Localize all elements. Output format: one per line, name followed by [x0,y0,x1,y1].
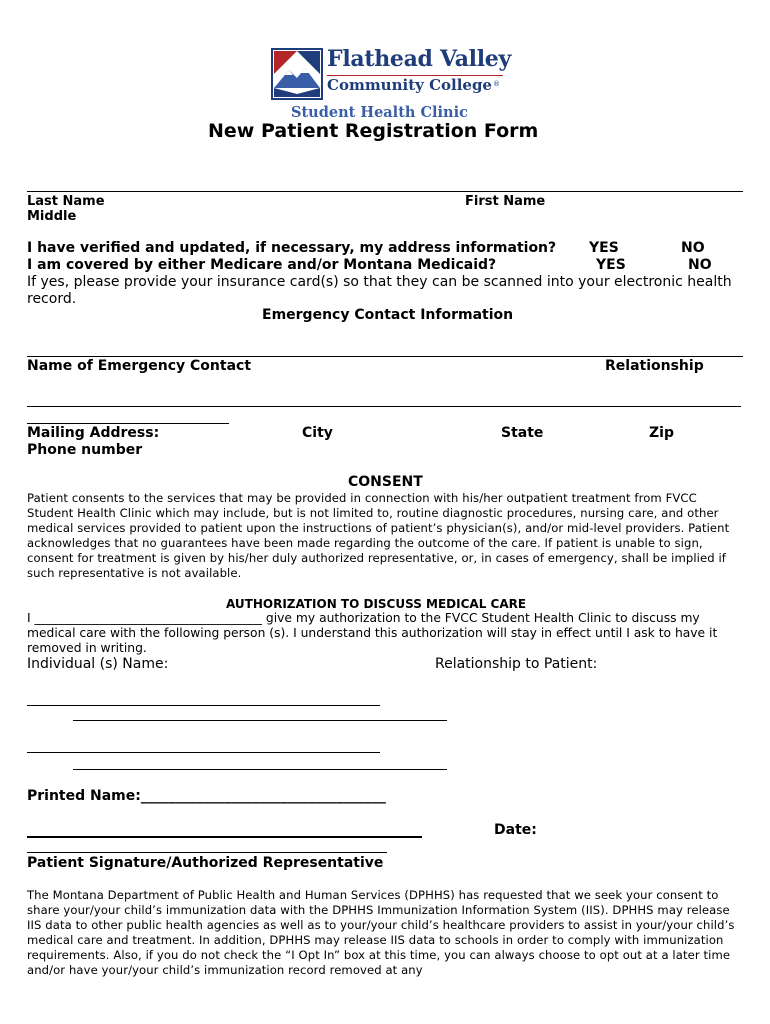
address-verify-yes[interactable]: YES [589,240,619,256]
city-label: City [302,425,333,441]
consent-body: Patient consents to the services that may be provided in connection with his/her outpatient treatment from FVCC Student Health Clinic which may include, but is not limited to, routine diagnostic procedures, nursing care, and other medical services provided to patient upon the instructions of patient’s physician(s), and/or mid-level providers. Patient acknowledges that no guarantees have been made regarding the outcome of the care. If patient is unable to sign, consent for treatment is given by his/her duly authorized representative, or, in cases of emergency, shall be implied if such representative is not available. [27,491,730,580]
authorization-line1: I _____________________________________ give my authorization to the FVCC Student Health Clinic to discuss my [27,611,700,625]
address-verify-question: I have verified and updated, if necessary, my address information? [27,240,557,256]
address-verify-no[interactable]: NO [681,240,705,256]
date-label: Date: [494,822,537,838]
page-title: New Patient Registration Form [208,120,539,142]
authorization-line2: medical care with the following person (s). I understand this authorization will stay in effect until I ask to have it [27,626,718,640]
blank-line-short [27,423,229,424]
zip-label: Zip [649,425,674,441]
name-divider [27,191,743,192]
medicare-no[interactable]: NO [688,257,712,273]
medicare-yes[interactable]: YES [596,257,626,273]
mailing-address-label: Mailing Address: [27,425,160,441]
emergency-heading: Emergency Contact Information [262,307,514,323]
logo-line1: Flathead Valley [327,46,511,72]
signature-label: Patient Signature/Authorized Representative [27,855,384,871]
relationship-line-2[interactable] [73,769,447,770]
blank-line-full [27,406,741,407]
emergency-divider [27,356,743,357]
individual-name-label: Individual (s) Name: [27,656,169,672]
college-logo [271,46,511,102]
insurance-note-line1: If yes, please provide your insurance card(s) so that they can be scanned into your electronic health [27,274,732,290]
insurance-note-line2: record. [27,291,77,307]
mountain-logo-icon [271,48,323,100]
individual-line-1[interactable] [27,705,380,706]
last-name-label: Last Name [27,194,105,209]
consent-heading: CONSENT [348,474,423,490]
relationship-line-1[interactable] [73,720,447,721]
authorization-heading: AUTHORIZATION TO DISCUSS MEDICAL CARE [226,597,527,611]
printed-name-label: Printed Name:___________________________________ [27,788,386,804]
state-label: State [501,425,544,441]
logo-line2: Community College [327,76,492,94]
logo-registered-mark: ® [493,80,500,88]
individual-line-2[interactable] [27,752,380,753]
first-name-label: First Name [465,194,546,209]
relationship-to-patient-label: Relationship to Patient: [435,656,598,672]
immunization-body: The Montana Department of Public Health and Human Services (DPHHS) has requested that we seek your consent to share your/your child’s immunization data with the DPHHS Immunization Information System (IIS). DPHHS may release IIS data to other public health agencies as well as to your/your child’s healthcare providers to assist in your/your child’s medical care and treatment. In addition, DPHHS may release IIS data to schools in order to comply with immunization requirements. Also, if you do not check the “I Opt In” box at this time, you can always choose to opt out at a later time and/or have your/your child’s immunization record removed at any [27,888,735,977]
authorization-line3: removed in writing. [27,641,147,655]
signature-line[interactable] [27,836,422,838]
medicare-question: I am covered by either Medicare and/or Montana Medicaid? [27,257,497,273]
middle-label: Middle [27,209,77,224]
emergency-contact-label: Name of Emergency Contact [27,358,252,374]
relationship-label: Relationship [605,358,704,374]
clinic-name: Student Health Clinic [291,104,468,121]
phone-label: Phone number [27,442,143,458]
signature-line-2[interactable] [27,852,387,853]
